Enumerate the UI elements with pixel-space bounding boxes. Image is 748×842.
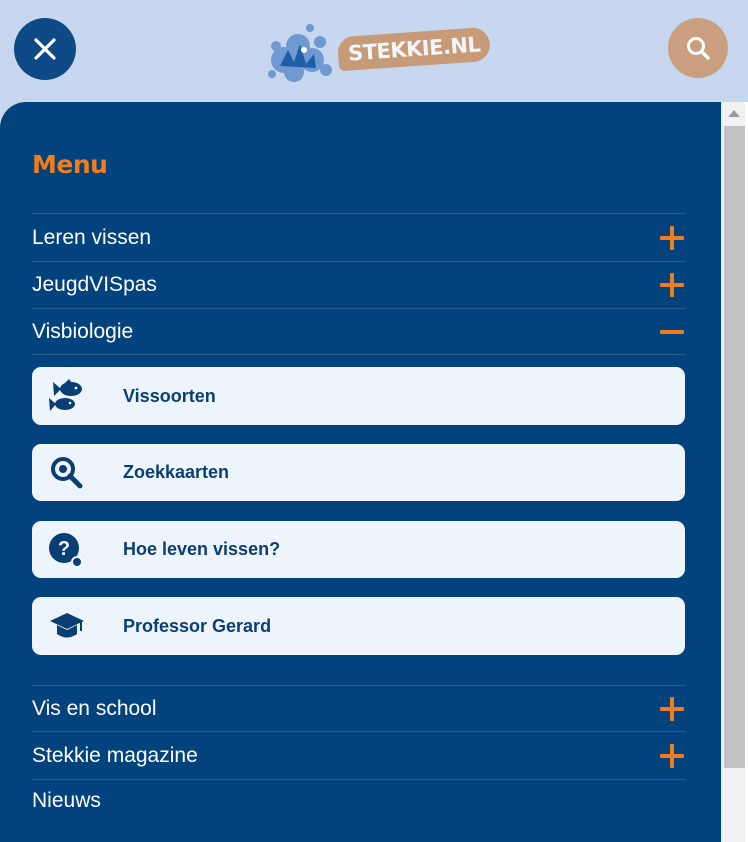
menu-item-label: Vis en school <box>32 696 157 720</box>
menu-item-leren-vissen[interactable] <box>32 213 685 261</box>
divider <box>32 354 685 355</box>
menu-item-label: Stekkie magazine <box>32 743 198 767</box>
minus-icon[interactable] <box>660 320 684 344</box>
submenu-card-vissoorten[interactable] <box>32 367 685 425</box>
submenu-card-zoekkaarten[interactable] <box>32 444 685 501</box>
close-icon <box>33 37 57 61</box>
menu-title: Menu <box>32 150 108 179</box>
menu-item-nieuws[interactable] <box>32 779 685 821</box>
submenu-label: Hoe leven vissen? <box>123 539 281 559</box>
scrollbar[interactable] <box>721 102 748 842</box>
search-icon <box>685 35 711 61</box>
menu-item-label: JeugdVISpas <box>32 273 157 296</box>
menu-item-stekkie-magazine[interactable] <box>32 731 685 779</box>
submenu-card-professor-gerard[interactable] <box>32 597 685 655</box>
logo-wordmark[interactable]: STEKKIE.NL <box>337 27 491 72</box>
submenu-label: Vissoorten <box>123 385 216 406</box>
search-button[interactable] <box>668 18 728 78</box>
plus-icon[interactable] <box>660 226 684 250</box>
menu-item-label: Nieuws <box>32 788 101 812</box>
menu-item-vis-en-school[interactable] <box>32 685 685 731</box>
submenu-label: Professor Gerard <box>123 615 272 636</box>
fish-icon <box>32 367 102 425</box>
plus-icon[interactable] <box>660 744 684 768</box>
submenu-label: Zoekkaarten <box>123 462 230 482</box>
scroll-up-arrow-icon[interactable] <box>728 110 740 117</box>
question-icon <box>32 521 102 579</box>
scroll-thumb[interactable] <box>724 126 745 768</box>
magnifier-icon <box>32 444 102 502</box>
plus-icon[interactable] <box>660 697 684 721</box>
plus-icon[interactable] <box>660 273 684 297</box>
menu-item-visbiologie[interactable] <box>32 308 685 354</box>
close-menu-button[interactable] <box>14 18 76 80</box>
menu-item-jeugdvispas[interactable] <box>32 261 685 308</box>
menu-item-label: Leren vissen <box>32 225 152 249</box>
submenu-card-hoe-leven-vissen[interactable] <box>32 521 685 578</box>
menu-item-label: Visbiologie <box>32 319 134 343</box>
svg-text:?: ? <box>57 537 71 560</box>
graduation-cap-icon <box>32 597 102 655</box>
